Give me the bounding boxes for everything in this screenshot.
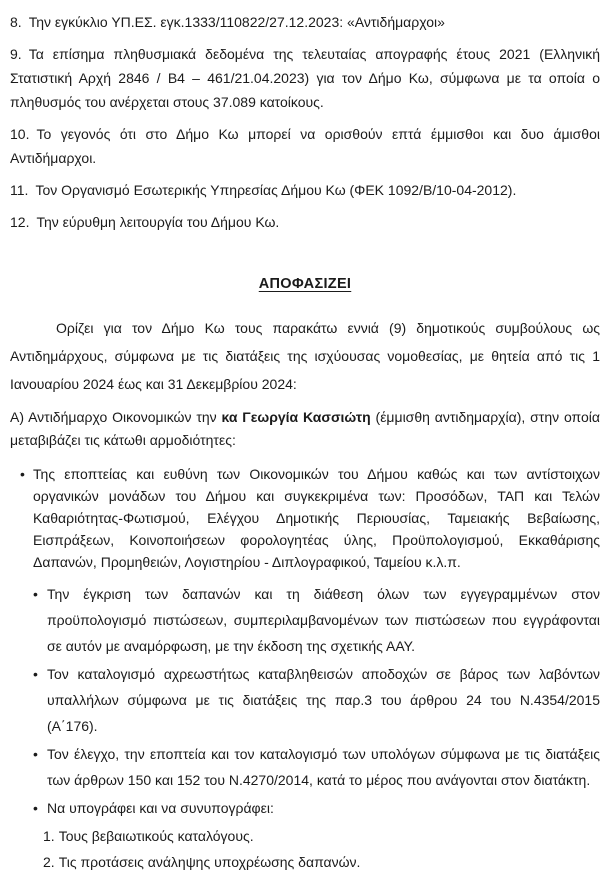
bullet-icon: • bbox=[33, 800, 38, 816]
preamble-item-8 bbox=[10, 10, 600, 34]
item-number: 9. bbox=[10, 46, 22, 62]
section-a-tail: (έμμισθη αντιδημαρχία), στην οποία μεταβιβάζει τις κάτωθι αρμοδιότητες: bbox=[10, 409, 600, 448]
preamble-item-9 bbox=[10, 42, 600, 114]
duty-text: Τον έλεγχο, την εποπτεία και τον καταλογισμό των υπολόγων σύμφωνα με τις διατάξεις των άρθρων 150 και 152 του Ν.4270/2014, κατά το μέρος που ανάγονται στον διατάκτη. bbox=[47, 746, 600, 788]
duty-item bbox=[10, 581, 600, 659]
preamble-item-10 bbox=[10, 122, 600, 170]
cosign-item bbox=[10, 849, 600, 875]
item-text: Το γεγονός ότι στο Δήμο Κω μπορεί να ορισθούν επτά έμμισθοι και δυο άμισθοι Αντιδήμαρχοι. bbox=[10, 126, 600, 166]
cosign-item bbox=[10, 823, 600, 849]
duty-item-primary bbox=[10, 463, 600, 573]
bullet-icon: • bbox=[20, 466, 25, 482]
item-text: Τα επίσημα πληθυσμιακά δεδομένα της τελευταίας απογραφής έτους 2021 (Ελληνική Στατιστική Αρχή 2846 / Β4 – 461/21.04.2023) για τον Δήμο Κω, σύμφωνα με τα οποία ο πληθυσμός του ανέρχεται στους 37.089 κατοίκους. bbox=[10, 46, 600, 110]
section-a-lead: Α) Αντιδήμαρχο Οικονομικών την bbox=[10, 409, 217, 425]
appointee-name: κα Γεωργία Κασσιώτη bbox=[221, 409, 371, 425]
duty-item bbox=[10, 795, 600, 821]
item-number: 11. bbox=[10, 182, 29, 198]
duty-list bbox=[10, 581, 600, 821]
cosign-list bbox=[10, 823, 600, 875]
bullet-icon: • bbox=[33, 586, 38, 602]
item-text: Την εγκύκλιο ΥΠ.ΕΣ. εγκ.1333/110822/27.12.2023: «Αντιδήμαρχοι» bbox=[28, 14, 445, 30]
item-number: 2. bbox=[43, 854, 55, 870]
preamble-item-12 bbox=[10, 210, 600, 234]
item-text: Τον Οργανισμό Εσωτερικής Υπηρεσίας Δήμου Κω (ΦΕΚ 1092/Β/10-04-2012). bbox=[35, 182, 517, 198]
bullet-icon: • bbox=[33, 746, 38, 762]
duty-text: Της εποπτείας και ευθύνη των Οικονομικών του Δήμου καθώς και των αντίστοιχων οργανικών μονάδων του Δήμου και συγκεκριμένα των: Προσόδων, ΤΑΠ και Τελών Καθαριότητας-Φωτισμού, Ελέγχου Δημοτικής Περιουσίας, Ταμειακής Βεβαίωσης, Εισπράξεων, Κοινοποιήσεων φορολογητέας ύλης, Προϋπολογισμού, Εκκαθάρισης Δαπανών, Προμηθειών, Λογιστηρίου - Διπλογραφικού, Ταμείου κ.λ.π. bbox=[33, 466, 600, 570]
duty-text: Την έγκριση των δαπανών και τη διάθεση όλων των εγγεγραμμένων στον προϋπολογισμό πιστώσεων, συμπεριλαμβανομένων των πιστώσεων που εγγράφονται σε αυτόν με αναμόρφωση, με την έκδοση της σχετικής ΑΑΥ. bbox=[47, 586, 600, 654]
decision-heading: ΑΠΟΦΑΣΙΖΕΙ bbox=[258, 276, 352, 292]
item-number: 8. bbox=[10, 14, 22, 30]
duty-text: Τον καταλογισμό αχρεωστήτως καταβληθεισών αποδοχών σε βάρος των λαβόντων υπαλλήλων σύμφωνα με τις διατάξεις της παρ.3 του άρθρου 24 του Ν.4354/2015 (Α΄176). bbox=[47, 666, 600, 734]
decision-paragraph: Ορίζει για τον Δήμο Κω τους παρακάτω εννιά (9) δημοτικούς συμβούλους ως Αντιδημάρχους, σύμφωνα με τις διατάξεις της ισχύουσας νομοθεσίας, με θητεία από τις 1 Ιανουαρίου 2024 έως και 31 Δεκεμβρίου 2024: bbox=[10, 320, 600, 392]
item-number: 12. bbox=[10, 214, 30, 230]
section-a-intro bbox=[10, 406, 600, 452]
duty-item bbox=[10, 661, 600, 739]
duty-text: Να υπογράφει και να συνυπογράφει: bbox=[47, 800, 274, 816]
preamble-item-11 bbox=[10, 178, 600, 202]
preamble-list bbox=[10, 10, 600, 234]
bullet-icon: • bbox=[33, 666, 38, 682]
item-text: Την εύρυθμη λειτουργία του Δήμου Κω. bbox=[36, 214, 280, 230]
item-number: 1. bbox=[43, 828, 55, 844]
item-text: Τις προτάσεις ανάληψης υποχρέωσης δαπανών. bbox=[58, 854, 361, 870]
item-text: Τους βεβαιωτικούς καταλόγους. bbox=[58, 828, 254, 844]
duty-item bbox=[10, 741, 600, 793]
item-number: 10. bbox=[10, 126, 30, 142]
